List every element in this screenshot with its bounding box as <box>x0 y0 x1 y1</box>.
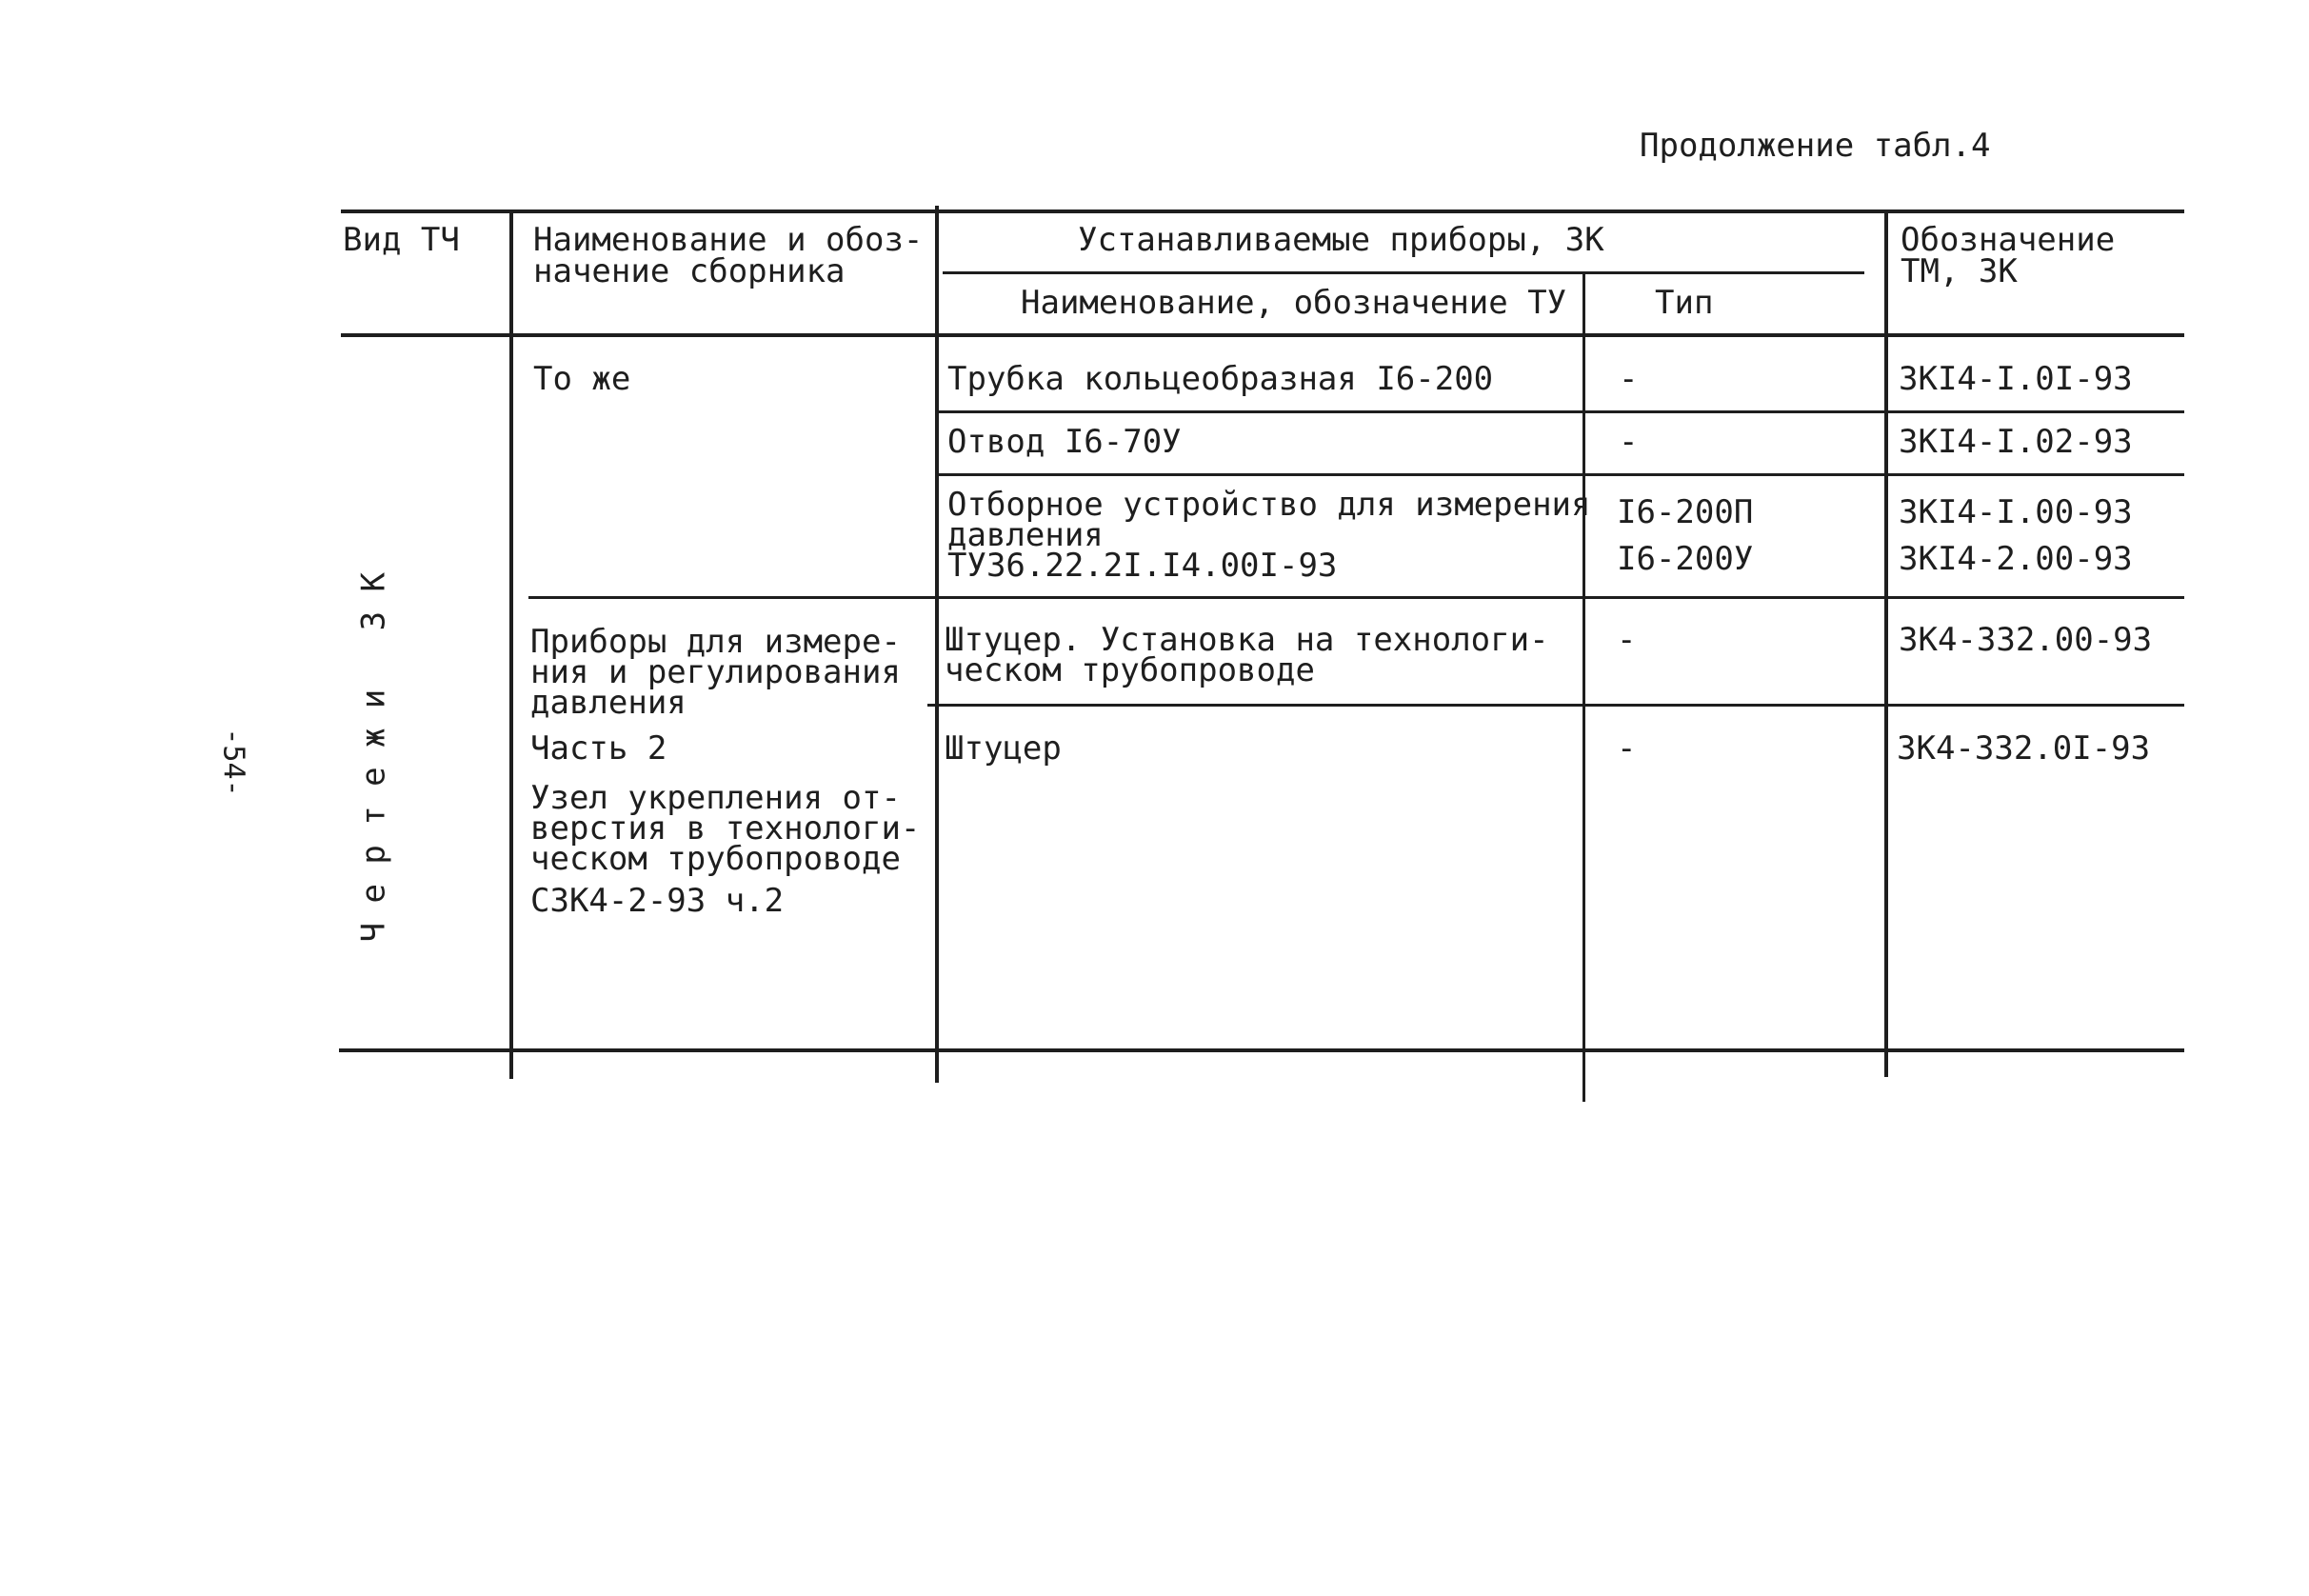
row2-code: ЗКI4-I.02-93 <box>1899 423 2133 461</box>
col-rule-2 <box>935 206 939 1083</box>
row-divider-3 <box>927 704 2184 707</box>
group1-sbornik: То же <box>533 360 631 398</box>
page-number <box>205 727 262 797</box>
group2-sbornik-code: СЗК4-2-93 ч.2 <box>530 882 785 920</box>
table-caption: Продолжение табл.4 <box>1640 127 1991 165</box>
row2-type: - <box>1619 423 1639 461</box>
header-tip: Тип <box>1655 284 1714 322</box>
row-divider-1 <box>939 410 2184 413</box>
group-divider <box>528 596 2184 599</box>
page-number-text: -54- <box>216 727 250 797</box>
table-top-rule <box>341 209 2184 213</box>
header-naim-tu: Наименование, обозначение ТУ <box>1021 284 1567 322</box>
col-rule-3 <box>1582 271 1585 1102</box>
row3-code: ЗКI4-I.00-93 ЗКI4-2.00-93 <box>1899 493 2133 578</box>
group2-sbornik-sub: Узел укрепления от- верстия в технологи- ческом трубопроводе <box>530 779 921 878</box>
row1-name: Трубка кольцеобразная I6-200 <box>947 360 1494 398</box>
subheader-rule <box>943 271 1864 274</box>
row5-type: - <box>1617 729 1637 768</box>
side-label <box>345 548 402 948</box>
header-vid-tch: Вид ТЧ <box>343 221 460 259</box>
row4-name: Штуцер. Установка на технологи- ческом трубопроводе <box>945 621 1549 689</box>
row3-name: Отборное устройство для измерения давления ТУ36.22.2I.I4.00I-93 <box>947 486 1591 585</box>
table-bottom-rule <box>339 1048 2184 1052</box>
row3-type: I6-200П I6-200У <box>1617 493 1754 578</box>
row1-type: - <box>1619 360 1639 398</box>
header-sbornik: Наименование и обоз- начение сборника <box>533 221 924 290</box>
header-pribory: Устанавливаемые приборы, ЗК <box>1078 221 1604 259</box>
side-label-text: Чертежи ЗК <box>354 552 393 943</box>
row-divider-2 <box>939 473 2184 476</box>
header-oboznachenie: Обозначение ТМ, ЗК <box>1901 221 2116 290</box>
row5-name: Штуцер <box>945 729 1062 768</box>
group2-sbornik-title: Приборы для измере- ния и регулирования давления <box>530 623 901 722</box>
header-bottom-rule <box>341 333 2184 337</box>
col-rule-1 <box>509 209 513 1079</box>
col-rule-4 <box>1884 209 1888 1077</box>
group2-sbornik-part: Часть 2 <box>530 729 667 768</box>
row2-name: Отвод I6-70У <box>947 423 1182 461</box>
row4-type: - <box>1617 621 1637 659</box>
row1-code: ЗКI4-I.0I-93 <box>1899 360 2133 398</box>
row4-code: ЗК4-332.00-93 <box>1899 621 2153 659</box>
row5-code: ЗК4-332.0I-93 <box>1897 729 2151 768</box>
